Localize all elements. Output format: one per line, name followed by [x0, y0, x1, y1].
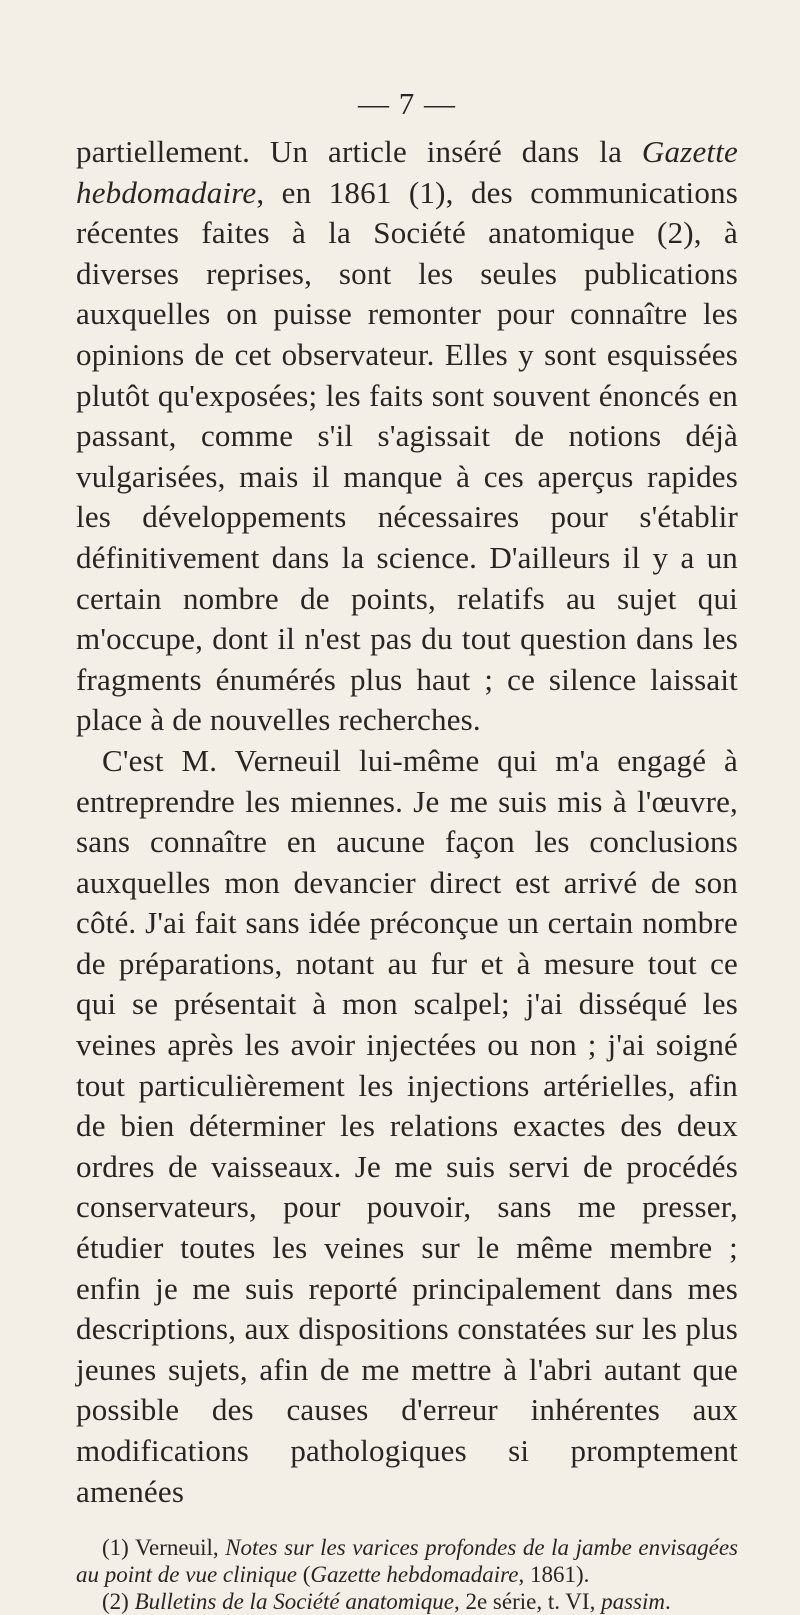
footnote-1-journal: Gazette hebdomadaire — [310, 1562, 519, 1588]
footnotes — [76, 1534, 738, 1615]
paragraph-1-text-a: partiellement. Un article inséré dans la — [76, 134, 642, 169]
footnote-2-mid: , 2e série, t. VI, — [453, 1589, 602, 1615]
footnote-2-end: . — [664, 1589, 671, 1615]
footnote-2-passim: passim — [601, 1589, 665, 1615]
footnote-1-tail: , 1861). — [518, 1562, 590, 1588]
gazette-title: Gazette hebdomadaire — [76, 134, 738, 210]
footnote-1 — [76, 1534, 738, 1588]
page-number: — 7 — — [358, 86, 456, 121]
footnote-2-marker: (2) — [102, 1589, 135, 1615]
footnote-1-title: Notes sur les varices profondes de la jambe envisagées au point de vue clinique — [76, 1535, 738, 1588]
footnote-2 — [76, 1588, 738, 1615]
paragraph-1-text-b: , en 1861 (1), des communications récentes faites à la Société anatomique (2), à diverses reprises, sont les seules publications auxquelles on puisse remonter pour connaître les opinions de cet observateur. Elles y sont esquissées plutôt qu'exposées; les faits sont souvent énoncés en passant, comme s'il s'agissait de notions déjà vulgarisées, mais il manque à ces aperçus rapides les développements nécessaires pour s'établir définitivement dans la science. D'ailleurs il y a un certain nombre de points, relatifs au sujet qui m'occupe, dont il n'est pas du tout question dans les fragments énumérés plus haut ; ce silence laissait place à de nouvelles recherches. — [76, 174, 738, 738]
footnote-1-paren: ( — [297, 1562, 311, 1588]
footnote-2-title: Bulletins de la Société anatomique — [134, 1589, 454, 1615]
paragraph-2: C'est M. Verneuil lui-même qui m'a engagé à entreprendre les miennes. Je me suis mis à l'œuvre, sans connaître en aucune façon les conclusions auxquelles mon devancier direct est arrivé de son côté. J'ai fait sans idée préconçue un certain nombre de préparations, notant au fur et à mesure tout ce qui se présentait à mon scalpel; j'ai disséqué les veines après les avoir injectées ou non ; j'ai soigné tout particulièrement les injections artérielles, afin de bien déterminer les relations exactes des deux ordres de vaisseaux. Je me suis servi de procédés conservateurs, pour pouvoir, sans me presser, étudier toutes les veines sur le même membre ; enfin je me suis reporté principalement dans mes descriptions, aux dispositions constatées sur les plus jeunes sujets, afin de me mettre à l'abri autant que possible des causes d'erreur inhérentes aux modifications pathologiques si promptement amenées — [76, 742, 738, 1509]
body-text — [76, 132, 738, 1512]
paragraph-1 — [76, 132, 738, 741]
footnote-1-marker: (1) Verneuil, — [102, 1535, 226, 1561]
